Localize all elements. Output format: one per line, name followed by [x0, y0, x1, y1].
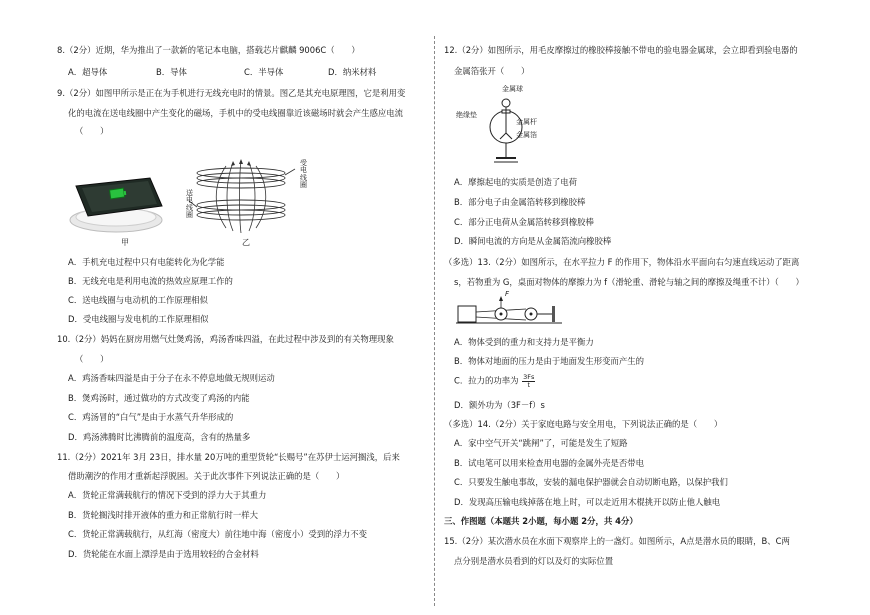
q13-option-a: A．物体受到的重力和支持力是平衡力 — [454, 337, 594, 347]
q10-option-a: A．鸡汤香味四溢是由于分子在永不停息地做无规则运动 — [68, 373, 275, 383]
label-metal-foil: 金属箔 — [516, 131, 537, 139]
q10-option-b: B．煲鸡汤时，通过做功的方式改变了鸡汤的内能 — [68, 393, 250, 403]
q13-option-b: B．物体对地面的压力是由于地面发生形变而产生的 — [454, 356, 644, 366]
q11-option-a: A．货轮正常满载航行的情况下受到的浮力大于其重力 — [68, 490, 267, 500]
figure-label-yi: 乙 — [242, 238, 250, 247]
q11-option-d: D．货轮能在水面上漂浮是由于选用较轻的合金材料 — [68, 549, 259, 559]
q9-option-b: B．无线充电是利用电流的热效应原理工作的 — [68, 276, 233, 286]
q13-option-c — [454, 374, 536, 388]
q9-stem-line2: 化的电流在送电线圈中产生变化的磁场，手机中的受电线圈靠近该磁场时就会产生感应电流 — [68, 108, 403, 118]
q9-stem-line1: 9.（2分）如图甲所示是正在为手机进行无线充电时的情景。图乙是其充电原理图，它是利用变 — [57, 88, 406, 98]
fraction-denominator: t — [527, 380, 531, 389]
coil-label-receive: 受电线圈 — [300, 159, 307, 190]
q11-stem-line1: 11.（2分）2021年 3月 23日，排水量 20万吨的重型货轮“长赐号”在苏伊士运河搁浅，后来 — [57, 452, 400, 462]
coil-diagram — [185, 157, 310, 237]
label-metal-ball: 金属球 — [502, 85, 523, 93]
column-divider — [434, 36, 435, 606]
q12-option-b: B．部分电子由金属箔转移到橡胶棒 — [454, 197, 586, 207]
force-label-f: F — [505, 290, 510, 298]
wireless-charger-figure — [68, 172, 168, 238]
q10-option-c: C．鸡汤冒的“白气”是由于水蒸气升华形成的 — [68, 412, 234, 422]
q10-option-d: D．鸡汤沸腾时比沸腾前的温度高，含有的热量多 — [68, 432, 251, 442]
q10-stem-line1: 10.（2分）妈妈在厨房用燃气灶煲鸡汤，鸡汤香味四溢，在此过程中涉及到的有关物理现象 — [57, 334, 394, 344]
right-column — [438, 0, 870, 615]
q12-option-a: A．摩擦起电的实质是创造了电荷 — [454, 177, 577, 187]
q8-option-c: C．半导体 — [244, 67, 284, 77]
q13-option-d: D．额外功为（3F－f）s — [454, 400, 545, 410]
q12-stem-line1: 12.（2分）如图所示，用毛皮摩擦过的橡胶棒接触不带电的验电器金属球，会立即看到验电器的 — [444, 45, 798, 55]
q15-stem-line1: 15.（2分）某次潜水员在水面下观察岸上的一盏灯。如图所示，A点是潜水员的眼睛，B、C两 — [444, 536, 790, 546]
q14-stem: （多选）14.（2分）关于家庭电路与安全用电，下列说法正确的是（ ） — [444, 419, 723, 429]
q9-stem-line3: （ ） — [75, 126, 109, 136]
coil-label-send: 送电线圈 — [186, 189, 193, 220]
q8-stem: 8.（2分）近期，华为推出了一款新的笔记本电脑，搭载芯片麒麟 9006C（ ） — [57, 45, 360, 55]
q11-option-b: B．货轮搁浅时排开液体的重力和正常航行时一样大 — [68, 510, 258, 520]
fraction-numerator: 3Fs — [523, 373, 535, 381]
q9-option-a: A．手机充电过程中只有电能转化为化学能 — [68, 257, 225, 267]
q8-option-a: A．超导体 — [68, 67, 108, 77]
q8-option-b: B．导体 — [156, 67, 187, 77]
label-metal-rod: 金属杆 — [516, 118, 537, 126]
q13-stem-line2: s，若物重为 G，桌面对物体的摩擦力为 f（滑轮重、滑轮与轴之间的摩擦及绳重不计）（ ） — [454, 277, 804, 287]
q14-option-a: A．家中空气开关“跳闸”了，可能是发生了短路 — [454, 438, 628, 448]
q13-stem-line1: （多选）13.（2分）如图所示，在水平拉力 F 的作用下，物体沿水平面向右匀速直线运动了距离 — [444, 257, 800, 267]
figure-label-jia: 甲 — [121, 238, 129, 247]
q11-option-c: C．货轮正常满载航行，从红海（密度大）前往地中海（密度小）受到的浮力不变 — [68, 529, 367, 539]
q12-stem-line2: 金属箔张开（ ） — [454, 66, 530, 76]
q14-option-b: B．试电笔可以用来检查用电器的金属外壳是否带电 — [454, 458, 644, 468]
q10-stem-line2: （ ） — [75, 354, 109, 364]
power-fraction — [522, 374, 535, 388]
q11-stem-line2: 借助潮汐的作用才重新起浮脱困。关于此次事件下列说法正确的是（ ） — [68, 471, 345, 481]
q14-option-d: D．发现高压输电线掉落在地上时，可以走近用木棍挑开以防止他人触电 — [454, 497, 721, 507]
q13-option-c-prefix: C．拉力的功率为 — [454, 375, 519, 386]
q12-option-c: C．部分正电荷从金属箔转移到橡胶棒 — [454, 217, 594, 227]
q12-option-d: D．瞬间电流的方向是从金属箔流向橡胶棒 — [454, 236, 612, 246]
label-insulator: 绝缘垫 — [456, 111, 477, 119]
q14-option-c: C．只要发生触电事故，安装的漏电保护器就会自动切断电路，以保护我们 — [454, 477, 728, 487]
q8-option-d: D．纳米材料 — [328, 67, 377, 77]
q9-option-d: D．受电线圈与发电机的工作原理相似 — [68, 314, 209, 324]
pulley-figure — [456, 292, 566, 332]
section-heading-drawing: 三、作图题（本题共 2小题，每小题 2分，共 4分） — [444, 516, 638, 526]
q9-option-c: C．送电线圈与电动机的工作原理相似 — [68, 295, 208, 305]
left-column — [0, 0, 432, 615]
q15-stem-line2: 点分别是潜水员看到的灯以及灯的实际位置 — [454, 556, 614, 566]
